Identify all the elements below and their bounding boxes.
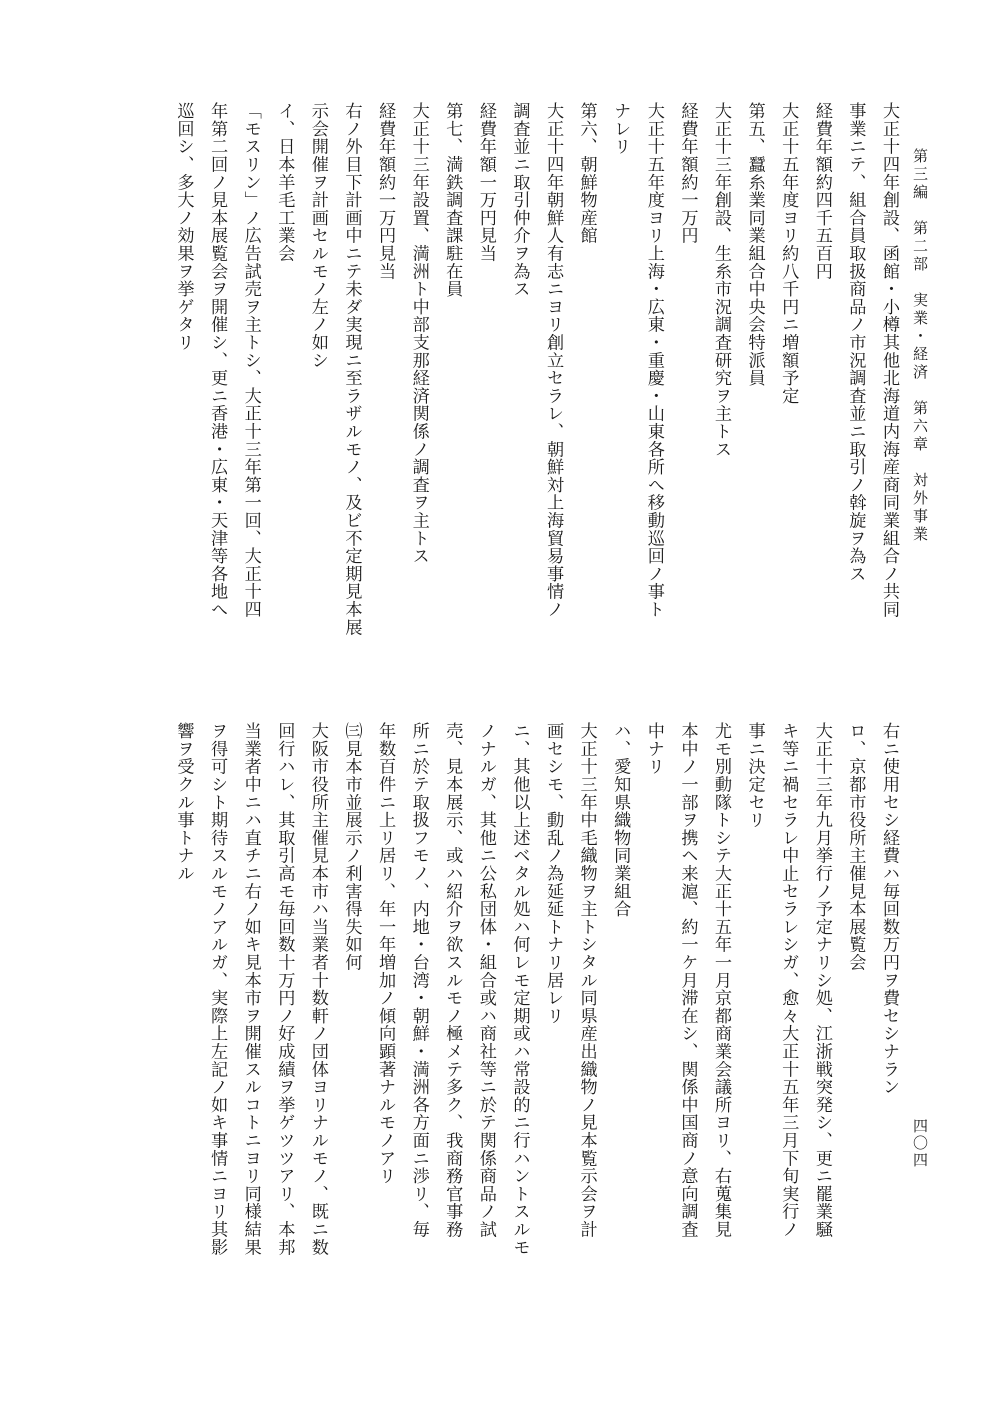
text-line: 画セシモ、動乱ノ為延延トナリ居レリ — [543, 722, 564, 1025]
text-line: 巡回シ、多大ノ効果ヲ挙ゲタリ — [173, 102, 194, 352]
text-line: 大正十三年中毛織物ヲ主トシタル同県産出織物ノ見本覧示会ヲ計 — [576, 722, 597, 1239]
text-line: 調査並ニ取引仲介ヲ為ス — [509, 102, 530, 298]
text-line: ロ、京都市役所主催見本展覧会 — [845, 722, 866, 972]
text-line: 第六、朝鮮物産館 — [576, 102, 597, 245]
text-line: 当業者中ニハ直チニ右ノ如キ見本市ヲ開催スルコトニヨリ同様結果 — [240, 722, 261, 1256]
text-line: キ等ニ禍セラレ中止セラレシガ、愈々大正十五年三月下旬実行ノ — [778, 722, 799, 1239]
header-division: 第二部 実業・経済 — [911, 220, 929, 382]
text-line: 経費年額約一万円 — [677, 102, 698, 245]
upper-text-block — [166, 102, 905, 687]
text-line: 第五、蠶糸業同業組合中央会特派員 — [744, 102, 765, 387]
text-line: ナレリ — [610, 102, 631, 156]
text-line: 経費年額一万円見当 — [475, 102, 496, 263]
text-line: 本中ノ一部ヲ携ヘ来滬、約一ケ月滞在シ、関係中国商ノ意向調査 — [677, 722, 698, 1239]
text-line: イ、日本羊毛工業会 — [274, 102, 295, 263]
text-line: 中ナリ — [643, 722, 664, 776]
running-header — [909, 148, 931, 544]
text-line: 売、見本展示、或ハ紹介ヲ欲スルモノ極メテ多ク、我商務官事務 — [442, 722, 463, 1239]
text-line: ㈢見本市並展示ノ利害得失如何 — [341, 722, 362, 972]
text-line: 大正十四年創設、函館・小樽其他北海道内海産商同業組合ノ共同 — [879, 102, 899, 619]
text-line: 事業ニテ、組合員取扱商品ノ市況調査並ニ取引ノ斡旋ヲ為ス — [845, 102, 866, 583]
text-line: 大正十四年朝鮮人有志ニヨリ創立セラレ、朝鮮対上海貿易事情ノ — [543, 102, 564, 619]
text-line: 大阪市役所主催見本市ハ当業者十数軒ノ団体ヨリナルモノ、既ニ数 — [307, 722, 328, 1256]
page-number: 四〇四 — [911, 1118, 929, 1169]
text-line: 右ニ使用セシ経費ハ毎回数万円ヲ費セシナラン — [879, 722, 899, 1096]
text-line: 大正十三年創設、生糸市況調査研究ヲ主トス — [711, 102, 732, 458]
text-line: ハ、愛知県織物同業組合 — [610, 722, 631, 918]
text-line: ヲ得可シト期待スルモノアルガ、実際上左記ノ如キ事情ニヨリ其影 — [207, 722, 228, 1256]
text-line: 所ニ於テ取扱フモノ、内地・台湾・朝鮮・満洲各方面ニ渉リ、毎 — [408, 722, 429, 1239]
text-line: 大正十三年設置、満洲ト中部支那経済関係ノ調査ヲ主トス — [408, 102, 429, 565]
text-line: 第七、満鉄調査課駐在員 — [442, 102, 463, 298]
text-line: 尤モ別動隊トシテ大正十五年一月京都商業会議所ヨリ、右蒐集見 — [711, 722, 732, 1239]
text-line: 年数百件ニ上リ居リ、年一年増加ノ傾向顕著ナルモノアリ — [375, 722, 396, 1185]
text-line: 示会開催ヲ計画セルモノ左ノ如シ — [307, 102, 328, 369]
text-line: 大正十五年度ヨリ上海・広東・重慶・山東各所へ移動巡回ノ事ト — [643, 102, 664, 619]
text-line: 回行ハレ、其取引高モ毎回数十万円ノ好成績ヲ挙ゲツツアリ、本邦 — [274, 722, 295, 1256]
lower-text-block — [166, 722, 905, 1307]
text-line: 経費年額約四千五百円 — [811, 102, 832, 280]
text-line: 「モスリン」ノ広告試売ヲ主トシ、大正十三年第一回、大正十四 — [240, 102, 261, 619]
header-part: 第三編 — [911, 148, 929, 202]
text-line: 年第二回ノ見本展覧会ヲ開催シ、更ニ香港・広東・天津等各地へ — [207, 102, 228, 619]
header-chapter: 第六章 対外事業 — [911, 400, 929, 544]
text-line: 響ヲ受クル事トナル — [173, 722, 194, 883]
text-line: ノナルガ、其他ニ公私団体・組合或ハ商社等ニ於テ関係商品ノ試 — [475, 722, 496, 1239]
text-line: 大正十五年度ヨリ約八千円ニ増額予定 — [778, 102, 799, 405]
text-line: ニ、其他以上述ベタル処ハ何レモ定期或ハ常設的ニ行ハントスルモ — [509, 722, 530, 1256]
text-line: 事ニ決定セリ — [744, 722, 765, 829]
text-line: 経費年額約一万円見当 — [375, 102, 396, 280]
text-line: 右ノ外目下計画中ニテ未ダ実現ニ至ラザルモノ、及ビ不定期見本展 — [341, 102, 362, 636]
text-line: 大正十三年九月挙行ノ予定ナリシ処、江浙戦突発シ、更ニ罷業騒 — [811, 722, 832, 1239]
